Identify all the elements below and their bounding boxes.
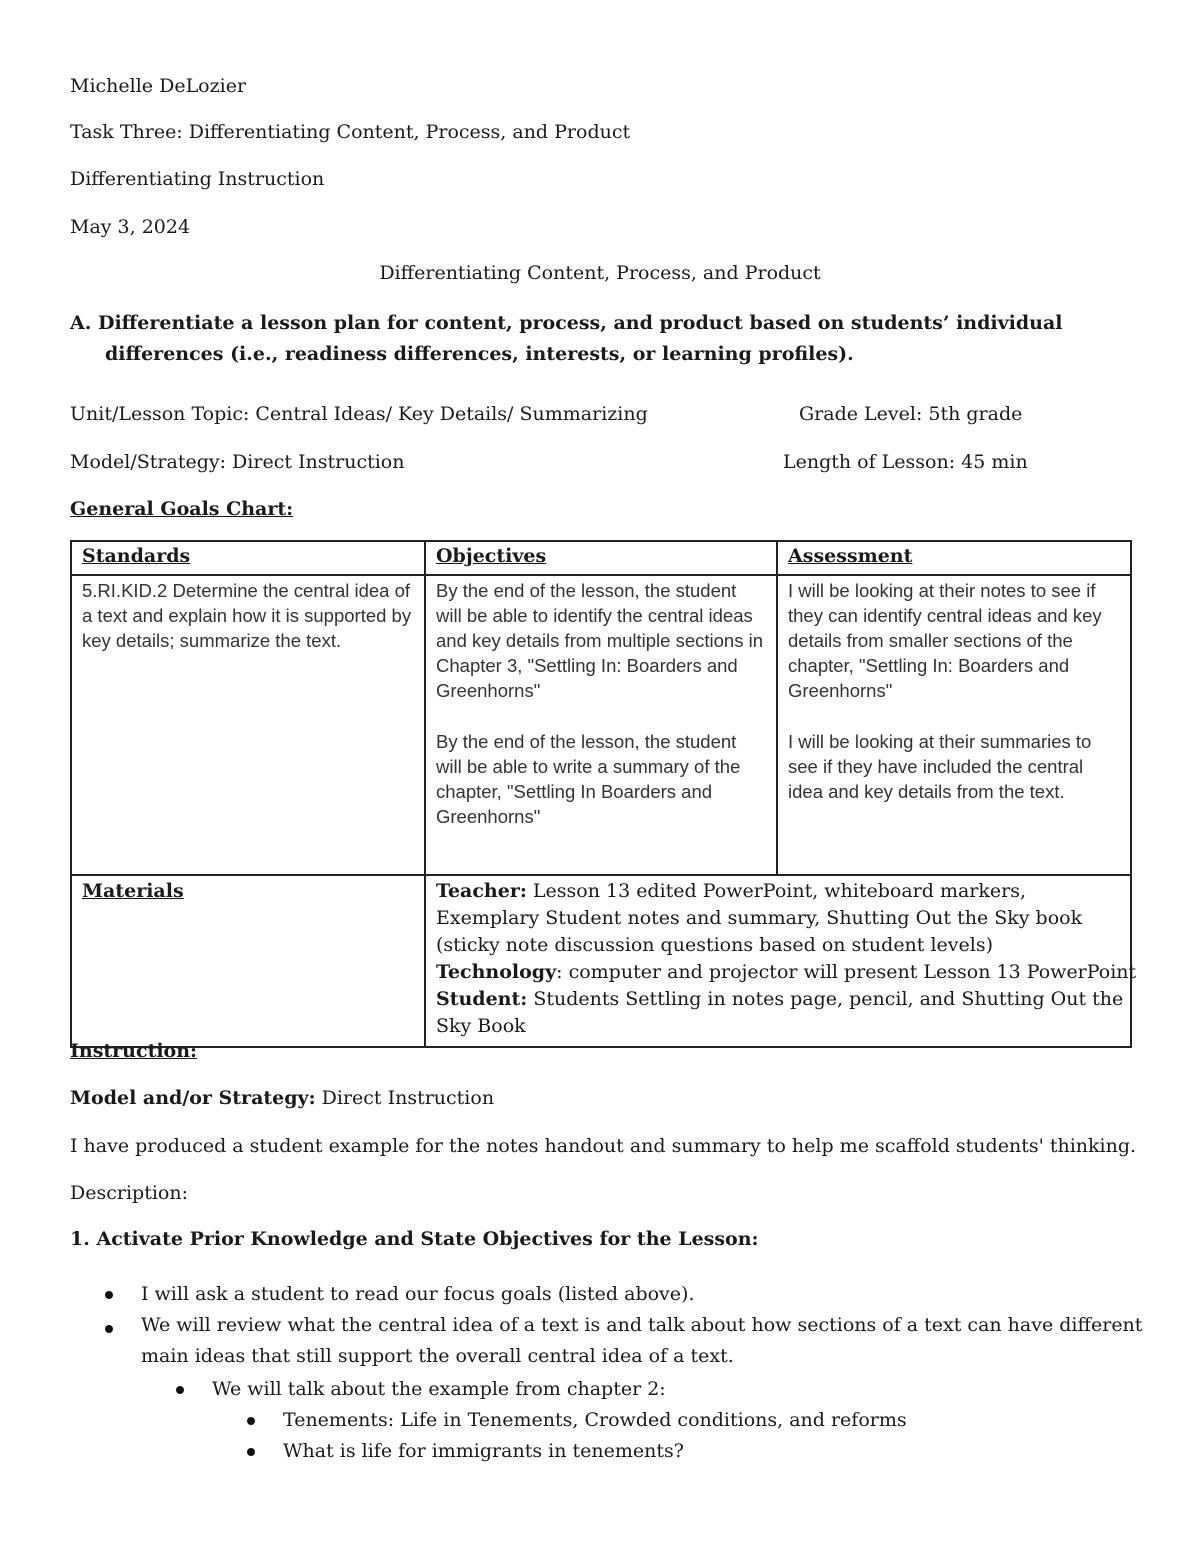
- step-1-bullets: [141, 1279, 1142, 1372]
- objectives-cell: [425, 575, 777, 875]
- student-text-1: Students Settling in notes page, pencil, and Shutting Out the: [527, 988, 1124, 1010]
- grade-level: Grade Level: 5th grade: [799, 403, 1023, 425]
- materials-label: Materials: [82, 880, 184, 902]
- bullet-icon: [105, 1291, 113, 1299]
- course-name: Differentiating Instruction: [70, 168, 325, 190]
- bullet-1-text: I will ask a student to read our focus goals (listed above).: [141, 1283, 695, 1305]
- bullet-2-text-2: main ideas that still support the overall central idea of a text.: [141, 1345, 734, 1367]
- list-item: [141, 1310, 1142, 1341]
- goals-table: [70, 540, 1137, 1048]
- bullet-icon: [176, 1386, 184, 1394]
- model-label: Model and/or Strategy:: [70, 1087, 316, 1109]
- goals-header-row: [71, 541, 1131, 575]
- lesson-length: Length of Lesson: 45 min: [783, 451, 1028, 473]
- materials-label-cell: [71, 875, 425, 1047]
- instruction-heading: Instruction:: [70, 1040, 198, 1062]
- list-item: [283, 1436, 907, 1467]
- section-a-heading: A. Differentiate a lesson plan for content, process, and product based on students’ individual differences (i.e., readiness differences, interests, or learning profiles).: [70, 312, 1063, 365]
- materials-teacher-line-1: [436, 878, 1120, 905]
- author-name: Michelle DeLozier: [70, 75, 247, 97]
- task-title: Task Three: Differentiating Content, Process, and Product: [70, 121, 631, 143]
- goals-heading: General Goals Chart:: [70, 498, 294, 520]
- bullet-icon: [247, 1448, 255, 1456]
- sub-bullets: [212, 1374, 666, 1405]
- student-label: Student:: [436, 988, 528, 1010]
- header-standards: Standards: [71, 541, 425, 575]
- teacher-label: Teacher:: [436, 880, 527, 902]
- standard-text: 5.RI.KID.2 Determine the central idea of a text and explain how it is supported by key details; summarize the text.: [82, 580, 412, 651]
- materials-cell: [425, 875, 1137, 1047]
- document-title: Differentiating Content, Process, and Product: [379, 262, 821, 284]
- sub-sub-bullet-2-text: What is life for immigrants in tenements?: [283, 1440, 684, 1462]
- assessment-1: I will be looking at their notes to see if they can identify central ideas and key details from smaller sections of the chapter, "Settling In: Boarders and Greenhorns": [788, 580, 1102, 701]
- list-item: [212, 1374, 666, 1405]
- assessment-2: I will be looking at their summaries to see if they have included the central idea and key details from the text.: [788, 731, 1092, 802]
- materials-teacher-line-2: Exemplary Student notes and summary, Shutting Out the Sky book: [436, 907, 1083, 929]
- teacher-text-1: Lesson 13 edited PowerPoint, whiteboard markers,: [526, 880, 1027, 902]
- step-1-heading: 1. Activate Prior Knowledge and State Objectives for the Lesson:: [70, 1228, 759, 1250]
- materials-row: [71, 875, 1131, 1047]
- materials-student-line-2: Sky Book: [436, 1015, 526, 1037]
- bullet-icon: [105, 1325, 113, 1333]
- materials-student-line-1: [436, 986, 1124, 1013]
- model-strategy: Model/Strategy: Direct Instruction: [70, 451, 405, 473]
- list-item-continuation: [141, 1341, 1142, 1372]
- sub-sub-bullet-1-text: Tenements: Life in Tenements, Crowded conditions, and reforms: [283, 1409, 907, 1431]
- bullet-icon: [247, 1417, 255, 1425]
- list-item: [283, 1405, 907, 1436]
- model-strategy-line: [70, 1087, 494, 1109]
- technology-text: : computer and projector will present Lesson 13 PowerPoint: [556, 961, 1137, 983]
- goals-content-row: [71, 575, 1131, 875]
- objective-1: By the end of the lesson, the student will be able to identify the central ideas and key details from multiple sections in Chapter 3, "Settling In: Boarders and Greenhorns": [436, 580, 763, 701]
- sub-bullet-text: We will talk about the example from chapter 2:: [212, 1378, 666, 1400]
- sub-sub-bullets: [283, 1405, 907, 1467]
- header-objectives: Objectives: [425, 541, 777, 575]
- model-value: Direct Instruction: [315, 1087, 495, 1109]
- description-label: Description:: [70, 1182, 188, 1204]
- materials-teacher-line-3: (sticky note discussion questions based on student levels): [436, 934, 994, 956]
- objective-2: By the end of the lesson, the student will be able to write a summary of the chapter, "Settling In Boarders and Greenhorns": [436, 731, 741, 827]
- unit-topic: Unit/Lesson Topic: Central Ideas/ Key Details/ Summarizing: [70, 403, 648, 425]
- list-item: [141, 1279, 1142, 1310]
- bullet-2-text-1: We will review what the central idea of a text is and talk about how sections of a text can have different: [141, 1314, 1143, 1336]
- technology-label: Technology: [436, 961, 557, 983]
- date: May 3, 2024: [70, 216, 191, 238]
- standards-cell: [71, 575, 425, 875]
- materials-technology-line: [436, 959, 1137, 986]
- assessment-cell: [777, 575, 1131, 875]
- header-assessment: Assessment: [777, 541, 1131, 575]
- scaffold-text: I have produced a student example for the notes handout and summary to help me scaffold students' thinking.: [70, 1135, 1137, 1157]
